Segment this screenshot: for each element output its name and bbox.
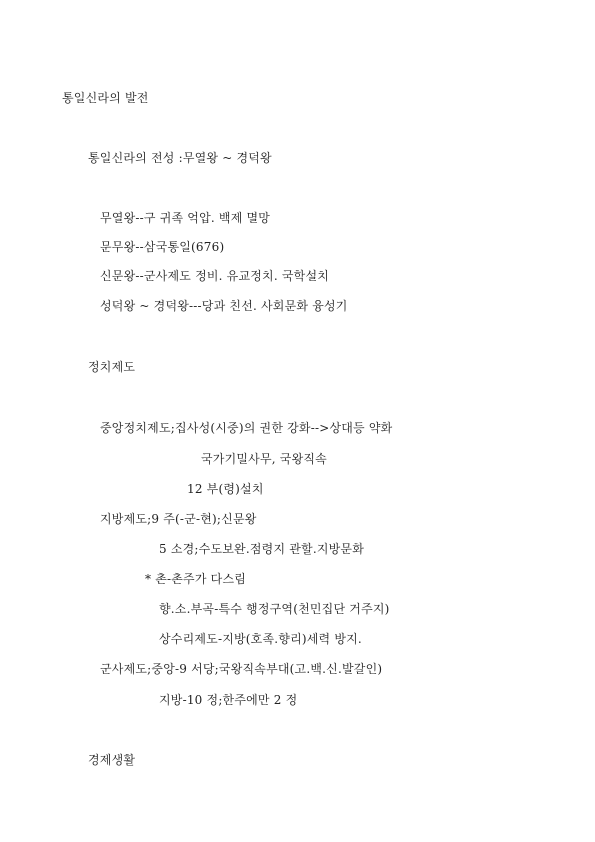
unification-item-sinmun: 신문왕--군사제도 정비. 유교정치. 국학설치	[100, 269, 330, 283]
politics-central: 중앙정치제도;집사성(시중)의 권한 강화-->상대등 약화	[100, 421, 393, 435]
politics-local-sub2: * 촌-촌주가 다스림	[145, 572, 247, 586]
politics-central-sub1: 국가기밀사무, 국왕직속	[201, 452, 327, 466]
document-title: 통일신라의 발전	[62, 91, 149, 105]
politics-local-sub4: 상수리제도-지방(호족.향리)세력 방지.	[159, 632, 362, 646]
politics-central-sub2: 12 부(령)설치	[187, 482, 264, 496]
unification-item-munmu: 문무왕--삼국통일(676)	[100, 240, 225, 254]
unification-item-seongdeok: 성덕왕 ~ 경덕왕---당과 친선. 사회문화 융성기	[100, 299, 348, 313]
politics-local: 지방제도;9 주(-군-현);신문왕	[100, 512, 257, 526]
politics-military: 군사제도;중앙-9 서당;국왕직속부대(고.백.신.발갈인)	[100, 662, 383, 676]
politics-military-sub: 지방-10 정;한주에만 2 정	[159, 693, 298, 707]
politics-heading: 정치제도	[88, 360, 136, 374]
politics-local-sub3: 향.소.부곡-특수 행정구역(천민집단 거주지)	[159, 602, 390, 616]
politics-local-sub1: 5 소경;수도보완.점령지 관할.지방문화	[159, 542, 365, 556]
unification-heading: 통일신라의 전성 :무열왕 ~ 경덕왕	[88, 151, 272, 165]
unification-item-muyeol: 무열왕--구 귀족 억압. 백제 멸망	[100, 211, 271, 225]
economy-heading: 경제생활	[88, 753, 136, 767]
